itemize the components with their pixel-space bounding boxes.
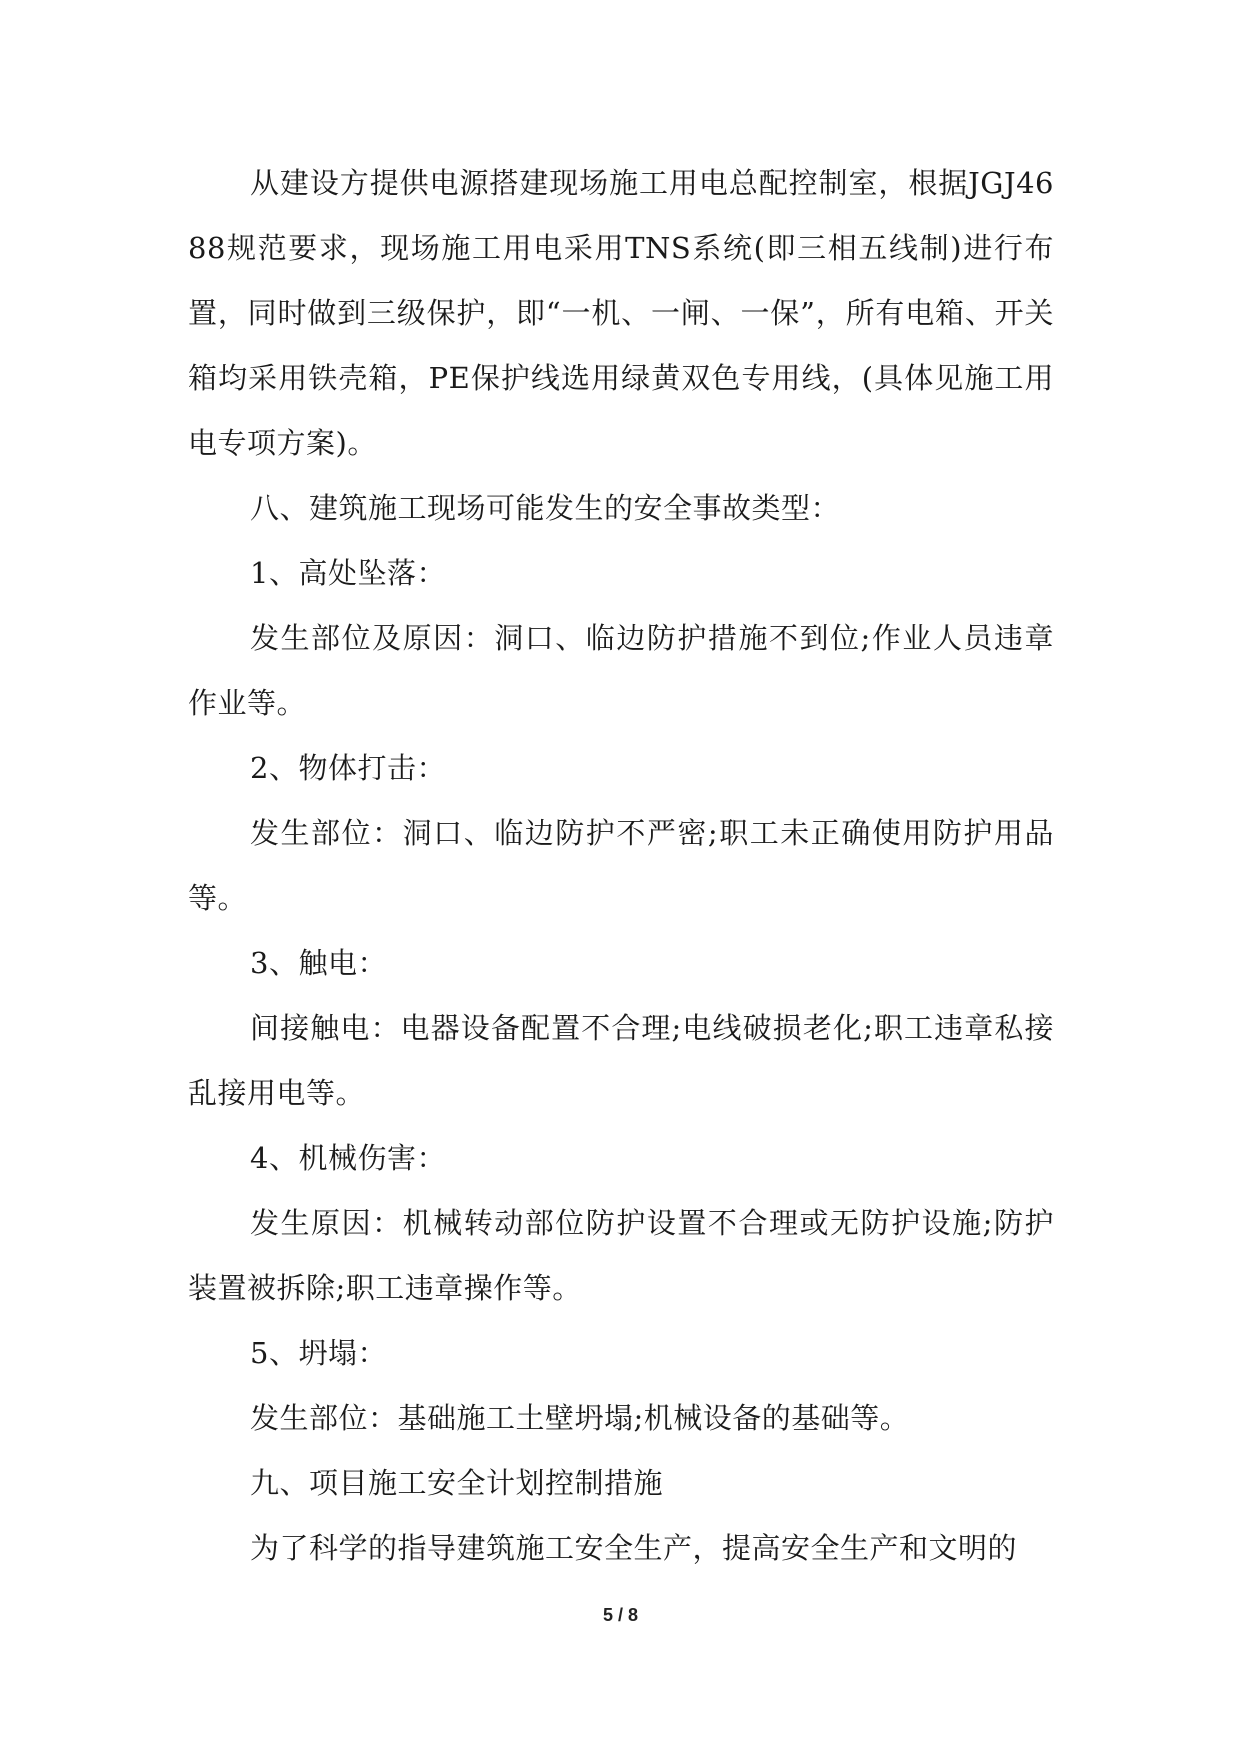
paragraph-safety-plan-intro: 为了科学的指导建筑施工安全生产，提高安全生产和文明的 — [250, 1531, 1018, 1565]
page-number: 5 / 8 — [602, 1605, 639, 1625]
item-electric-shock: 3、触电： — [250, 946, 387, 980]
item-fall-from-height: 1、高处坠落： — [250, 556, 446, 590]
heading-safety-plan: 九、项目施工安全计划控制措施 — [250, 1466, 664, 1500]
paragraph-power-supply: 从建设方提供电源搭建现场施工用电总配控制室，根据JGJ4688规范要求，现场施工用电采用TNS系统(即三相五线制)进行布置，同时做到三级保护，即“一机、一闸、一保”，所有电箱、开关箱均采用铁壳箱，PE保护线选用绿黄双色专用线，(具体见施工用电专项方案)。 — [188, 166, 1054, 460]
item-mechanical-injury: 4、机械伤害： — [250, 1141, 446, 1175]
paragraph-electric-shock-causes: 间接触电：电器设备配置不合理;电线破损老化;职工违章私接乱接用电等。 — [188, 1011, 1054, 1110]
heading-accident-types: 八、建筑施工现场可能发生的安全事故类型： — [250, 491, 841, 525]
paragraph-object-strike-causes: 发生部位：洞口、临边防护不严密;职工未正确使用防护用品等。 — [188, 816, 1054, 915]
item-collapse: 5、坍塌： — [250, 1336, 387, 1370]
paragraph-fall-causes: 发生部位及原因：洞口、临边防护措施不到位;作业人员违章作业等。 — [188, 621, 1054, 720]
paragraph-mechanical-injury-causes: 发生原因：机械转动部位防护设置不合理或无防护设施;防护装置被拆除;职工违章操作等。 — [188, 1206, 1054, 1305]
item-object-strike: 2、物体打击： — [250, 751, 446, 785]
document-body — [188, 151, 1054, 1581]
paragraph-collapse-causes: 发生部位：基础施工土壁坍塌;机械设备的基础等。 — [250, 1401, 910, 1435]
